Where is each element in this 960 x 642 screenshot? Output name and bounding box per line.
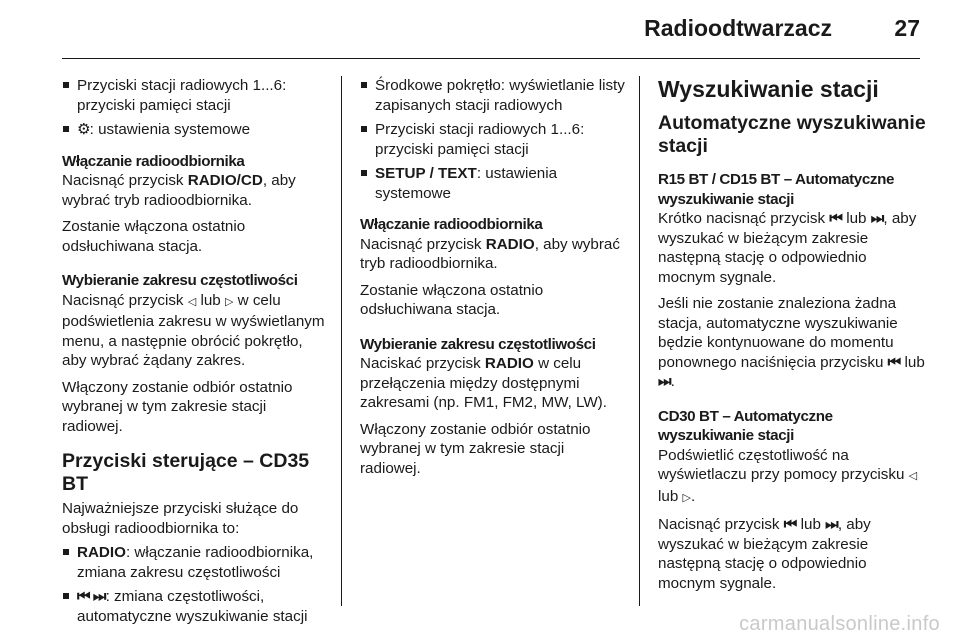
bullet-list — [360, 76, 625, 203]
column-3 — [658, 76, 926, 600]
right-triangle-icon: ▷ — [224, 295, 234, 308]
watermark: carmanualsonline.info — [739, 613, 940, 635]
paragraph: Włączony zostanie odbiór ostatnio wybranej w tym zakresie stacji radiowej. — [360, 420, 591, 477]
list-item: ⚙: ustawienia systemowe — [62, 120, 330, 140]
left-triangle-icon: ◁ — [908, 470, 918, 482]
section-heading: Automatyczne wyszukiwanie stacji — [658, 112, 926, 157]
paragraph: Włączony zostanie odbiór ostatnio wybranej w tym zakresie stacji radiowej. — [62, 378, 293, 435]
bullet-list — [62, 543, 330, 626]
column-1 — [62, 76, 330, 634]
right-triangle-icon: ▷ — [682, 491, 691, 504]
key-label: RADIO/CD — [187, 172, 263, 189]
subheading: Włączanie radioodbiornika — [360, 216, 543, 233]
subheading: Wybieranie zakresu częstotliwości — [62, 272, 298, 289]
section-heading: Przyciski sterujące – CD35 BT — [62, 450, 310, 495]
prev-track-icon: ⏮ — [783, 516, 797, 533]
prev-track-icon: ⏮ — [887, 353, 901, 371]
left-triangle-icon: ◁ — [187, 295, 197, 308]
column-divider-1 — [341, 76, 342, 606]
list-item: ⏮ ⏭: zmiana częstotliwości, automatyczne wyszukiwanie stacji — [62, 587, 330, 626]
key-label: RADIO — [484, 355, 534, 372]
paragraph: Zostanie włączona ostatnio odsłuchiwana stacja. — [62, 218, 246, 255]
bullet-list — [62, 76, 330, 140]
paragraph: Zostanie włączona ostatnio odsłuchiwana stacja. — [360, 281, 544, 318]
key-label: SETUP / TEXT — [375, 165, 477, 182]
subheading: R15 BT / CD15 BT – Automatyczne wyszukiwanie stacji — [658, 171, 894, 208]
key-label: RADIO — [77, 544, 126, 561]
next-track-icon: ⏭ — [825, 516, 838, 533]
paragraph: Nacisnąć przycisk ◁ lub ▷ w celu podświetlenia zakresu w wyświetlanym menu, a następnie obrócić pokrętło, aby wybrać żądany zakres. — [62, 291, 325, 369]
key-label: RADIO — [485, 235, 535, 253]
list-item: Przyciski stacji radiowych 1...6: przyciski pamięci stacji — [360, 120, 625, 159]
next-track-icon: ⏭ — [870, 210, 884, 227]
running-header-title: Radioodtwarzacz — [644, 15, 832, 41]
page-number: 27 — [894, 15, 920, 41]
paragraph: Jeśli nie zostanie znaleziona żadna stacja, automatyczne wyszukiwanie będzie kontynuowane do momentu ponownego naciśnięcia przycisku ⏮ lub ⏭. — [658, 295, 925, 390]
paragraph: Podświetlić częstotliwość na wyświetlaczu przy pomocy przycisku ◁ lub ▷. — [658, 446, 918, 505]
paragraph: Naciskać przycisk RADIO w celu przełączenia między dostępnymi zakresami (np. FM1, FM2, MW, LW). — [360, 355, 607, 411]
list-item: SETUP / TEXT: ustawienia systemowe — [360, 164, 625, 203]
next-track-icon: ⏭ — [658, 373, 671, 390]
column-2 — [360, 76, 625, 485]
list-item: Środkowe pokrętło: wyświetlanie listy zapisanych stacji radiowych — [360, 76, 625, 115]
paragraph: Najważniejsze przyciski służące do obsługi radioodbiornika to: — [62, 500, 299, 537]
seek-icons: ⏮ ⏭ — [77, 588, 106, 605]
prev-track-icon: ⏮ — [829, 210, 843, 227]
header-divider — [62, 58, 920, 59]
list-item: RADIO: włączanie radioodbiornika, zmiana zakresu częstotliwości — [62, 543, 330, 582]
subheading: Włączanie radioodbiornika — [62, 152, 245, 170]
paragraph: Nacisnąć przycisk RADIO, aby wybrać tryb radioodbiornika. — [360, 235, 620, 272]
main-heading: Wyszukiwanie stacji — [658, 76, 879, 102]
subheading: CD30 BT – Automatyczne wyszukiwanie stacji — [658, 407, 833, 444]
subheading: Wybieranie zakresu częstotliwości — [360, 335, 596, 353]
settings-icon: ⚙ — [77, 121, 90, 138]
paragraph: Nacisnąć przycisk ⏮ lub ⏭, aby wyszukać w bieżącym zakresie następną stację o odpowiednio mocnym sygnale. — [658, 516, 871, 592]
list-item: Przyciski stacji radiowych 1...6: przyciski pamięci stacji — [62, 76, 330, 115]
column-divider-2 — [639, 76, 640, 606]
paragraph: Nacisnąć przycisk RADIO/CD, aby wybrać tryb radioodbiornika. — [62, 172, 296, 209]
paragraph: Krótko nacisnąć przycisk ⏮ lub ⏭, aby wyszukać w bieżącym zakresie następną stację o odpowiednio mocnym sygnale. — [658, 210, 917, 286]
